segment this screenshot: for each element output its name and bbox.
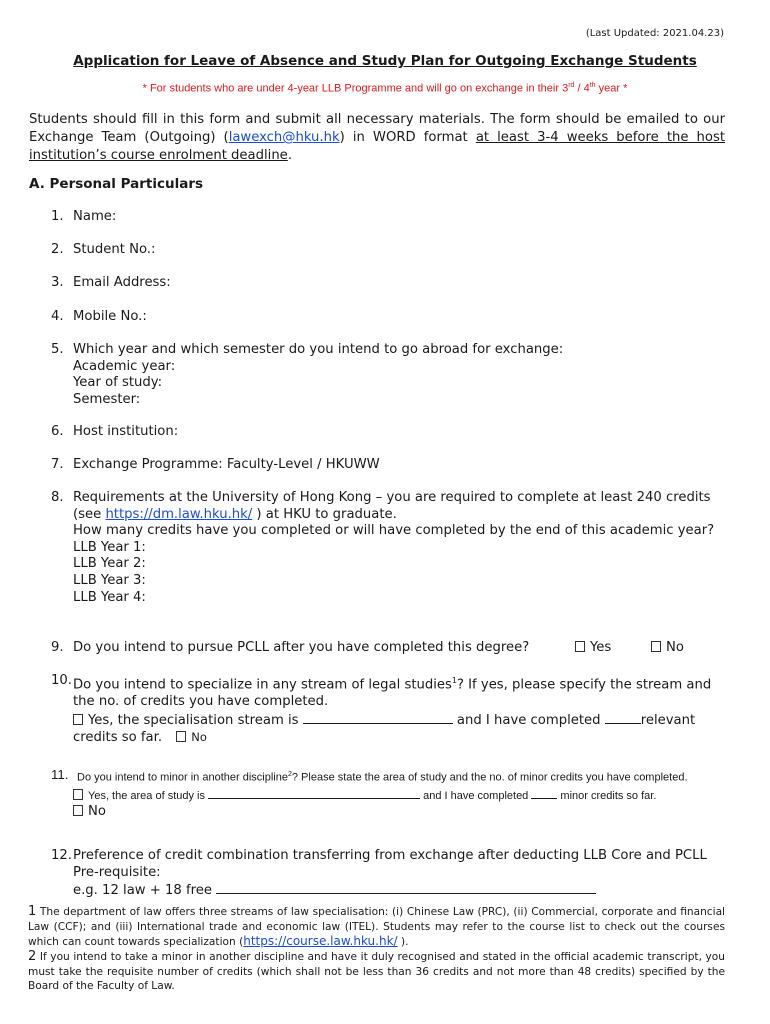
specialisation-yes-checkbox[interactable] <box>73 714 83 725</box>
llb-year-3-label: LLB Year 3: <box>73 572 146 588</box>
semester-label: Semester: <box>73 391 141 407</box>
exchange-email-link[interactable]: lawexch@hku.hk <box>228 130 340 145</box>
year-of-study-label: Year of study: <box>73 375 163 391</box>
question-email: 3. Email Address: <box>51 275 171 290</box>
footnote-2: 2 If you intend to take a minor in another discipline and have it duly recognised and stated in the official academic transcript, you must take the requisite number of credits (which shall not be less than 36 credits and not more than 48 credits) specified by the Board of the Faculty of Law. <box>28 949 725 992</box>
question-credit-requirements: 8. Requirements at the University of Hong Kong – you are required to complete at least 240 credits (see https://dm.law.hku.hk/ ) at HKU to graduate. How many credits have you completed or will have completed by the end of this academic year? LLB Year 1: LLB Year 2: LLB Year 3: LLB Year 4: <box>51 490 73 507</box>
checkbox-icon[interactable] <box>651 641 661 652</box>
llb-year-2-label: LLB Year 2: <box>73 556 146 572</box>
specialisation-no-checkbox[interactable] <box>176 731 186 742</box>
deadline-note: at least 3-4 weeks before the host institution’s course enrolment deadline <box>29 130 726 163</box>
llb-year-1-label: LLB Year 1: <box>73 539 146 555</box>
pcll-yes-option[interactable]: Yes <box>575 640 611 657</box>
pcll-no-option[interactable]: No <box>651 640 684 657</box>
specialisation-credits-field[interactable] <box>605 711 641 724</box>
credit-preference-field[interactable] <box>216 881 596 894</box>
minor-area-field[interactable] <box>208 786 420 799</box>
question-specialisation: 10. Do you intend to specialize in any stream of legal studies$^1$? If yes, please specify the stream and the no. of credits you have completed. Yes, the specialisation stream is and I have completed relevant credits so far. No <box>51 673 712 746</box>
section-a-heading: A. Personal Particulars <box>29 176 204 192</box>
credits-info-link[interactable]: https://dm.law.hku.hk/ <box>105 506 253 522</box>
instructions-paragraph: Students should fill in this form and submit all necessary materials. The form should be emailed to our Exchange Team (Outgoing) (lawexch@hku.hk) in WORD format at least 3-4 weeks before the host institution’s course enrolment deadline. <box>29 112 726 163</box>
question-credit-preference: 12. Preference of credit combination transferring from exchange after deducting LLB Core and PCLL Pre-requisite: e.g. 12 law + 18 free <box>51 848 707 899</box>
question-minor: 11. Do you intend to minor in another discipline$^2$? Please state the area of study and the no. of minor credits you have completed. Yes, the area of study is and I have completed minor credits so far. No <box>51 767 688 819</box>
question-exchange-programme: 7. Exchange Programme: Faculty-Level / HKUWW <box>51 457 380 472</box>
question-student-no: 2. Student No.: <box>51 242 156 257</box>
course-list-link[interactable]: https://course.law.hku.hk/ <box>243 934 398 948</box>
checkbox-icon[interactable] <box>575 641 585 652</box>
form-title: Application for Leave of Absence and Study Plan for Outgoing Exchange Students <box>73 53 697 69</box>
question-name: 1. Name: <box>51 209 117 224</box>
footnote-1: 1 The department of law offers three streams of law specialisation: (i) Chinese Law (PRC), (ii) Commercial, corporate and financial Law (CCF); and (iii) International trade and economic law (ITEL). Students may refer to the course list to check out the courses which can count towards specialization (https://course.law.hku.hk/ ). <box>28 904 725 948</box>
minor-yes-checkbox[interactable] <box>73 789 83 800</box>
question-host-institution: 6. Host institution: <box>51 424 179 439</box>
llb-year-4-label: LLB Year 4: <box>73 589 146 605</box>
specialisation-stream-field[interactable] <box>303 711 453 724</box>
academic-year-label: Academic year: <box>73 358 176 374</box>
minor-credits-field[interactable] <box>531 786 557 799</box>
last-updated-date: (Last Updated: 2021.04.23) <box>585 28 724 39</box>
question-exchange-period: 5. Which year and which semester do you intend to go abroad for exchange: Academic year: Year of study: Semester: <box>51 342 73 359</box>
minor-no-checkbox[interactable] <box>73 805 83 816</box>
question-pcll: 9. Do you intend to pursue PCLL after you have completed this degree? Yes No <box>51 640 684 655</box>
question-mobile: 4. Mobile No.: <box>51 309 147 324</box>
eligibility-note: * For students who are under 4-year LLB Programme and will go on exchange in their 3rd / 4th year * <box>142 82 628 95</box>
